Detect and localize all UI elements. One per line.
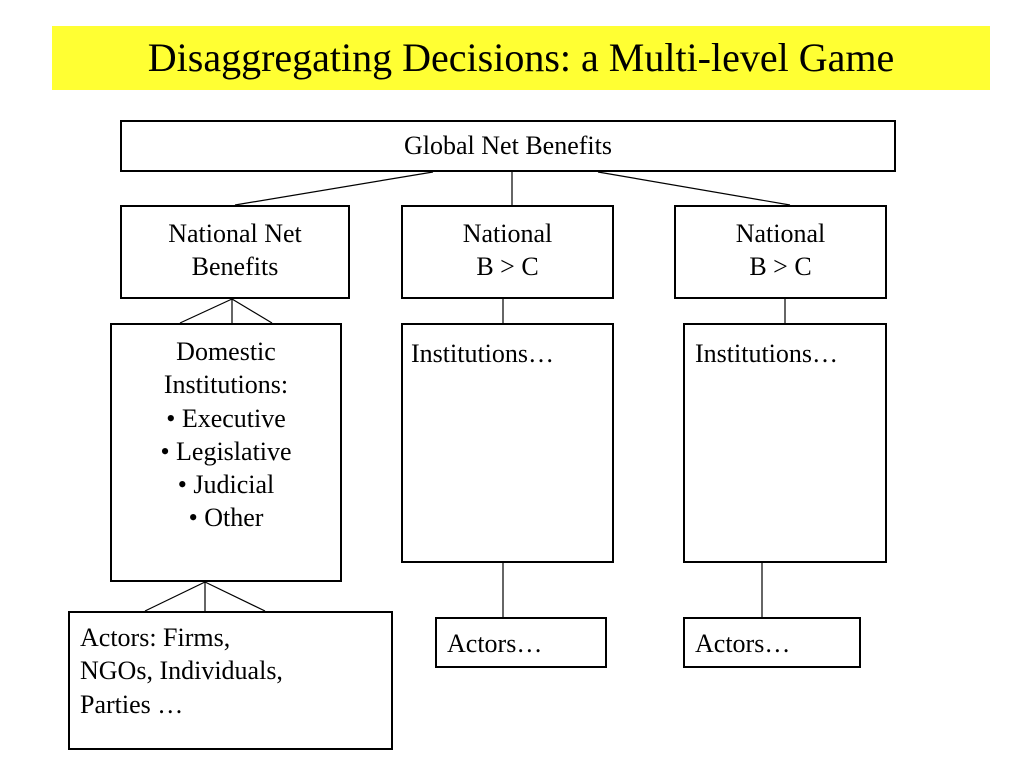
node-text-line: • Judicial: [177, 470, 275, 500]
node-text-line: Domestic: [176, 337, 276, 366]
actors-box-3: [683, 617, 861, 668]
node-text-line: National: [462, 219, 553, 248]
actors-box-1: [68, 611, 393, 750]
node-text-line: Actors: Firms,: [80, 623, 231, 652]
node-text-line: • Legislative: [160, 436, 292, 466]
national-b-gt-c-box-3: [674, 205, 887, 299]
node-text-line: B > C: [749, 252, 812, 282]
actors-box-2: [435, 617, 607, 668]
slide-title: Disaggregating Decisions: a Multi-level Game: [147, 35, 895, 80]
connector-national-1-to-domestic-right: [232, 299, 272, 323]
national-net-benefits-box: [120, 205, 350, 299]
node-text-line: Benefits: [191, 252, 279, 282]
global-net-benefits-label: Global Net Benefits: [404, 131, 612, 161]
connector-global-to-national-3: [598, 172, 790, 205]
connector-domestic-to-actors-left: [145, 582, 205, 611]
node-text-line: NGOs, Individuals,: [80, 656, 283, 686]
node-text-line: National Net: [168, 219, 302, 248]
node-text-line: • Executive: [166, 403, 286, 433]
node-text-line: Institutions…: [695, 339, 839, 368]
connector-national-1-to-domestic-left: [180, 299, 232, 323]
node-text-line: • Other: [188, 503, 264, 533]
node-text-line: Actors…: [447, 629, 543, 658]
national-b-gt-c-box-2: [401, 205, 614, 299]
node-text-line: B > C: [476, 252, 539, 282]
node-text-line: Parties …: [80, 689, 184, 719]
domestic-institutions-box: [110, 323, 342, 582]
connector-global-to-national-1: [235, 172, 433, 205]
node-text-line: Institutions…: [411, 339, 555, 368]
connector-domestic-to-actors-right: [205, 582, 265, 611]
node-text-line: National: [735, 219, 826, 248]
node-text-line: Institutions:: [163, 370, 289, 400]
institutions-box-3: [683, 323, 887, 563]
institutions-box-2: [401, 323, 614, 563]
global-net-benefits-box: [120, 120, 896, 172]
node-text-line: Actors…: [695, 629, 791, 658]
